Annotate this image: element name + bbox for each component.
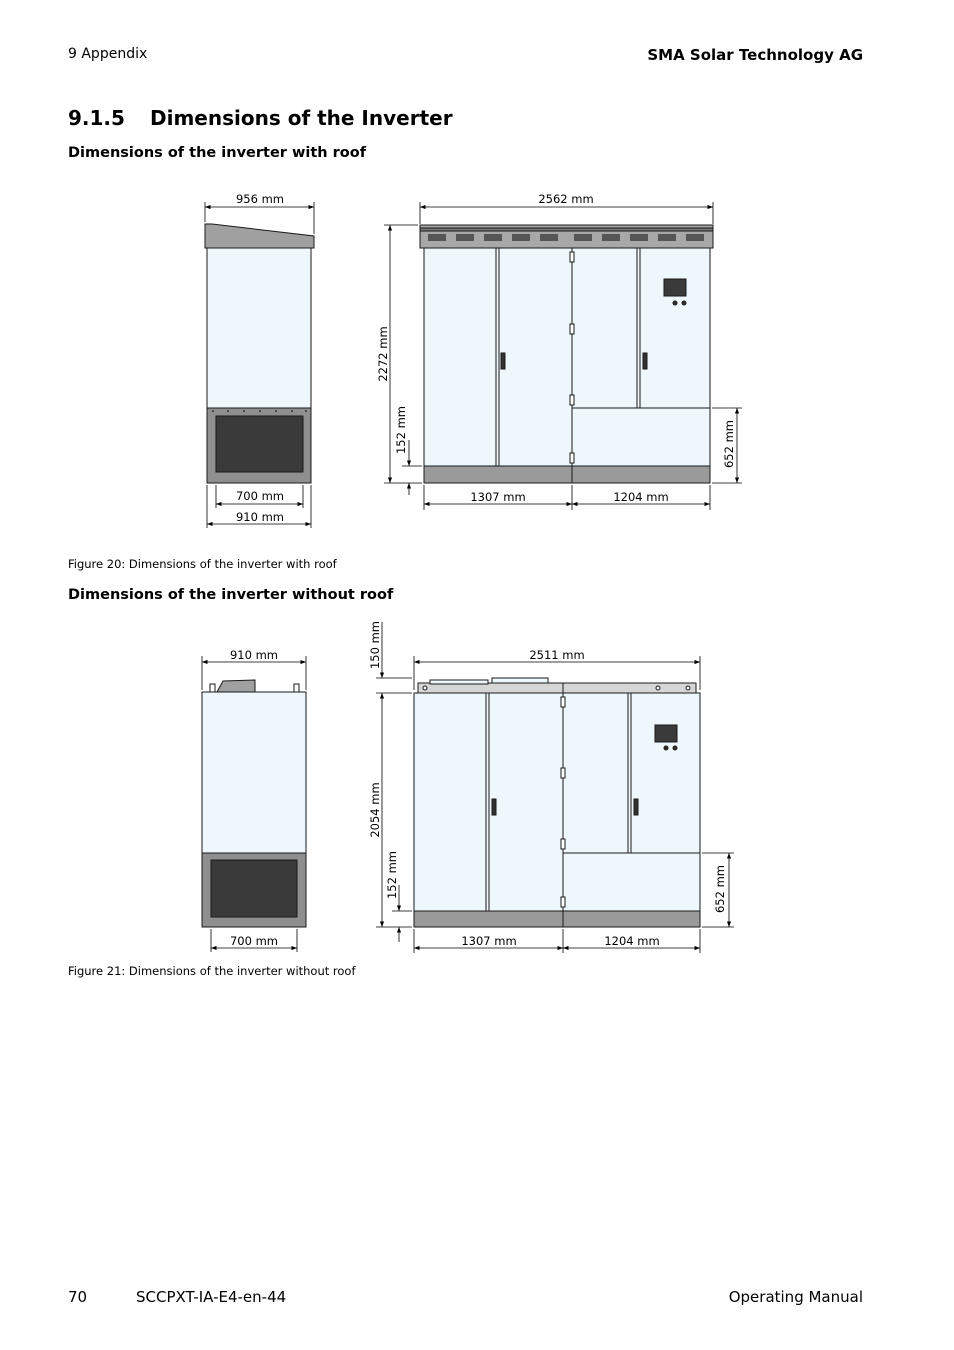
dim2-lower-height: 652 mm — [713, 864, 727, 914]
dim-side-bottom: 910 mm — [235, 510, 285, 524]
dim-front-width: 2562 mm — [538, 192, 594, 206]
figure-20-caption: Figure 20: Dimensions of the inverter with roof — [68, 557, 337, 571]
dim2-base-height: 152 mm — [385, 850, 399, 900]
document-code: SCCPXT-IA-E4-en-44 — [136, 1288, 287, 1306]
dim-left-width: 1307 mm — [470, 490, 526, 504]
dim2-front-height: 2054 mm — [368, 782, 382, 838]
figure-21-side-view — [202, 680, 306, 927]
dim2-side-bottom: 700 mm — [229, 934, 279, 948]
section-title: Dimensions of the Inverter — [150, 106, 453, 130]
figure-21-caption: Figure 21: Dimensions of the inverter without roof — [68, 964, 356, 978]
running-header-company: SMA Solar Technology AG — [647, 46, 863, 64]
figure-21-front-view — [414, 678, 700, 927]
figure-20-side-view — [205, 224, 314, 483]
dim2-right-width: 1204 mm — [604, 934, 660, 948]
dim2-front-width: 2511 mm — [529, 648, 585, 662]
dim2-side-top: 910 mm — [229, 648, 279, 662]
dim-front-height: 2272 mm — [376, 326, 390, 382]
dim2-top-height: 150 mm — [368, 620, 382, 670]
figure-20-front-view — [420, 225, 713, 483]
figure-20-heading: Dimensions of the inverter with roof — [68, 145, 367, 161]
running-header-chapter: 9 Appendix — [68, 46, 148, 62]
figure-21-heading: Dimensions of the inverter without roof — [68, 587, 394, 603]
dim2-left-width: 1307 mm — [461, 934, 517, 948]
dim-right-width: 1204 mm — [613, 490, 669, 504]
dim-side-inner: 700 mm — [235, 489, 285, 503]
dim-side-top: 956 mm — [235, 192, 285, 206]
dim-base-height: 152 mm — [394, 405, 408, 455]
dim-lower-height: 652 mm — [722, 419, 736, 469]
document-type: Operating Manual — [728, 1288, 863, 1306]
section-number: 9.1.5 — [68, 106, 125, 130]
page-number: 70 — [68, 1288, 88, 1306]
